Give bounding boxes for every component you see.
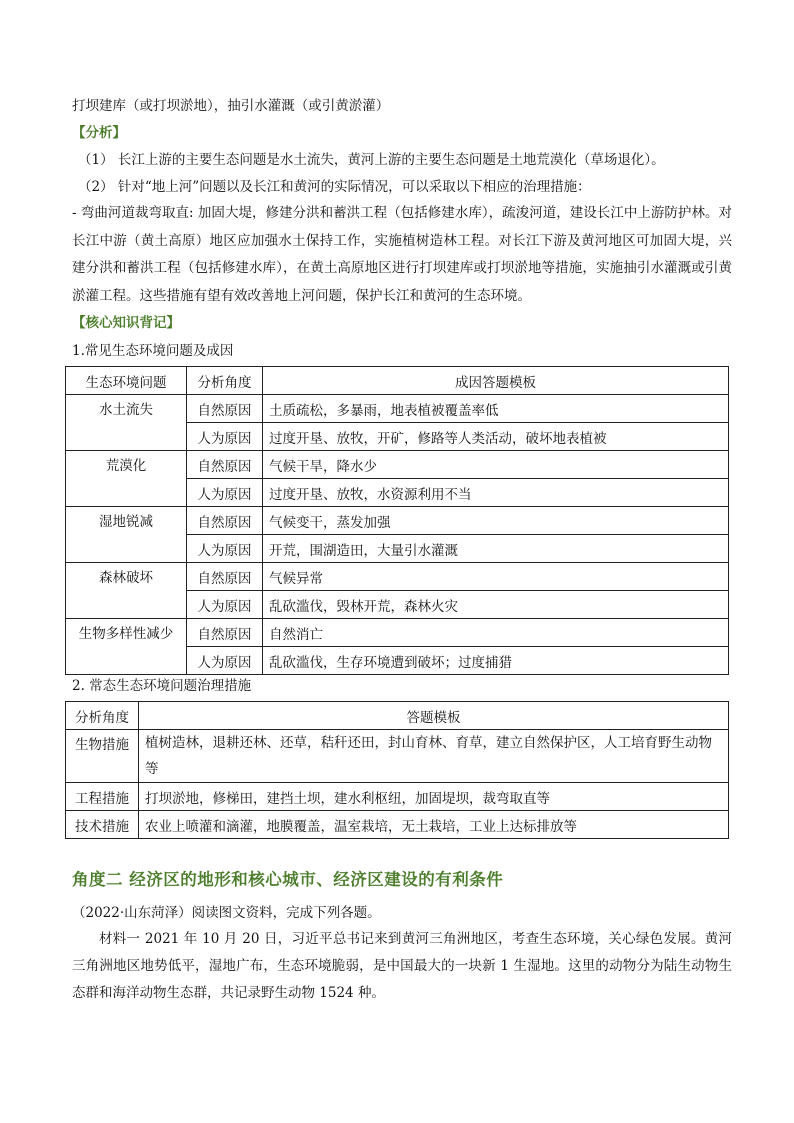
table-header-cell: 答题模板 xyxy=(139,702,729,730)
template-cell: 农业上喷灌和滴灌，地膜覆盖，温室栽培，无土栽培，工业上达标排放等 xyxy=(139,811,729,839)
angle-cell: 人为原因 xyxy=(187,423,263,451)
table-header-cell: 分析角度 xyxy=(66,702,139,730)
table-header-row xyxy=(66,367,729,395)
table-row xyxy=(66,619,729,647)
angle-cell: 人为原因 xyxy=(187,479,263,507)
core-knowledge-label: 【核心知识背记】 xyxy=(72,315,180,331)
table-row xyxy=(66,783,729,811)
angle-cell: 自然原因 xyxy=(187,563,263,591)
table-row xyxy=(66,811,729,839)
table1-title: 1.常见生态环境问题及成因 xyxy=(72,343,234,359)
angle-cell: 人为原因 xyxy=(187,591,263,619)
section-title: 角度二 经济区的地形和核心城市、经济区建设的有利条件 xyxy=(72,870,504,889)
problem-cell: 荒漠化 xyxy=(66,451,187,507)
template-cell: 植树造林，退耕还林、还草，秸秆还田，封山育林、育草，建立自然保护区，人工培育野生动物等 xyxy=(139,730,729,783)
material-1-paragraph: 材料一 2021 年 10 月 20 日，习近平总书记来到黄河三角洲地区，考查生态环境，关心绿色发展。黄河三角洲地区地势低平，湿地广布，生态环境脆弱，是中国最大的一块新 1 生湿地。这里的动物分为陆生动物生态群和海洋动物生态群，共记录野生动物 1524 种。 xyxy=(72,931,732,1001)
angle-cell: 人为原因 xyxy=(187,647,263,675)
table-row xyxy=(66,451,729,479)
problem-cell: 生物多样性减少 xyxy=(66,619,187,675)
template-cell: 气候异常 xyxy=(263,563,729,591)
template-cell: 土质疏松，多暴雨，地表植被覆盖率低 xyxy=(263,395,729,423)
question-intro: （2022·山东菏泽）阅读图文资料，完成下列各题。 xyxy=(72,905,381,921)
angle-cell: 工程措施 xyxy=(66,783,139,811)
table-header-row xyxy=(66,702,729,730)
top-line: 打坝建库（或打坝淤地），抽引水灌溉（或引黄淤灌） xyxy=(72,98,390,114)
template-cell: 过度开垦、放牧，水资源利用不当 xyxy=(263,479,729,507)
template-cell: 开荒，围湖造田，大量引水灌溉 xyxy=(263,535,729,563)
template-cell: 乱砍滥伐，毁林开荒，森林火灾 xyxy=(263,591,729,619)
angle-cell: 自然原因 xyxy=(187,619,263,647)
problem-cell: 湿地锐减 xyxy=(66,507,187,563)
table-header-cell: 分析角度 xyxy=(187,367,263,395)
table-row xyxy=(66,395,729,423)
analysis-item-2: （2） 针对“地上河”问题以及长江和黄河的实际情况，可以采取以下相应的治理措施： xyxy=(78,179,591,195)
template-cell: 打坝淤地，修梯田，建挡土坝，建水利枢纽，加固堤坝，裁弯取直等 xyxy=(139,783,729,811)
template-cell: 乱砍滥伐，生存环境遭到破坏；过度捕猎 xyxy=(263,647,729,675)
table2-title: 2. 常态生态环境问题治理措施 xyxy=(72,678,252,694)
angle-cell: 自然原因 xyxy=(187,451,263,479)
angle-cell: 技术措施 xyxy=(66,811,139,839)
table-header-cell: 生态环境问题 xyxy=(66,367,187,395)
table-row xyxy=(66,563,729,591)
causes-table xyxy=(65,366,729,675)
angle-cell: 自然原因 xyxy=(187,507,263,535)
table-header-cell: 成因答题模板 xyxy=(263,367,729,395)
measures-table xyxy=(65,701,729,839)
problem-cell: 森林破坏 xyxy=(66,563,187,619)
table-row xyxy=(66,730,729,783)
template-cell: 自然消亡 xyxy=(263,619,729,647)
table-row xyxy=(66,507,729,535)
angle-cell: 自然原因 xyxy=(187,395,263,423)
measures-paragraph: - 弯曲河道裁弯取直: 加固大堤，修建分洪和蓄洪工程（包括修建水库），疏浚河道，建设长江中上游防护林。对长江中游（黄土高原）地区应加强水土保持工作，实施植树造林工程。对长江下游及黄河地区可加固大堤，兴建分洪和蓄洪工程（包括修建水库），在黄土高原地区进行打坝建库或打坝淤地等措施，实施抽引水灌溉或引黄淤灌工程。这些措施有望有效改善地上河问题，保护长江和黄河的生态环境。 xyxy=(72,205,732,304)
template-cell: 气候变干，蒸发加强 xyxy=(263,507,729,535)
angle-cell: 人为原因 xyxy=(187,535,263,563)
angle-cell: 生物措施 xyxy=(66,730,139,783)
template-cell: 过度开垦、放牧，开矿，修路等人类活动，破坏地表植被 xyxy=(263,423,729,451)
analysis-label: 【分析】 xyxy=(72,125,126,141)
template-cell: 气候干旱，降水少 xyxy=(263,451,729,479)
analysis-item-1: （1） 长江上游的主要生态问题是水土流失，黄河上游的主要生态问题是土地荒漠化（草场退化）。 xyxy=(78,152,665,168)
problem-cell: 水土流失 xyxy=(66,395,187,451)
